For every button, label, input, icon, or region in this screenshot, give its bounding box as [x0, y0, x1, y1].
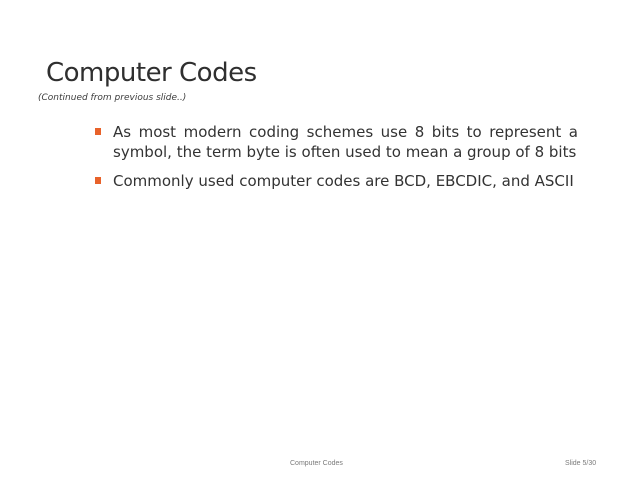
- bullet-item: [88, 171, 578, 191]
- slide-subtitle: (Continued from previous slide..): [38, 93, 187, 103]
- slide-number: Slide 5/30: [565, 460, 597, 467]
- bullet-list: [88, 122, 578, 200]
- footer-title: Computer Codes: [290, 460, 343, 467]
- bullet-text: As most modern coding schemes use 8 bits to represent a symbol, the term byte is often used to mean a group of 8 bits: [113, 123, 578, 161]
- bullet-item: [88, 122, 578, 162]
- square-bullet-icon: [95, 128, 101, 135]
- square-bullet-icon: [95, 177, 101, 184]
- bullet-text: Commonly used computer codes are BCD, EBCDIC, and ASCII: [113, 172, 574, 190]
- slide-title: Computer Codes: [46, 58, 257, 88]
